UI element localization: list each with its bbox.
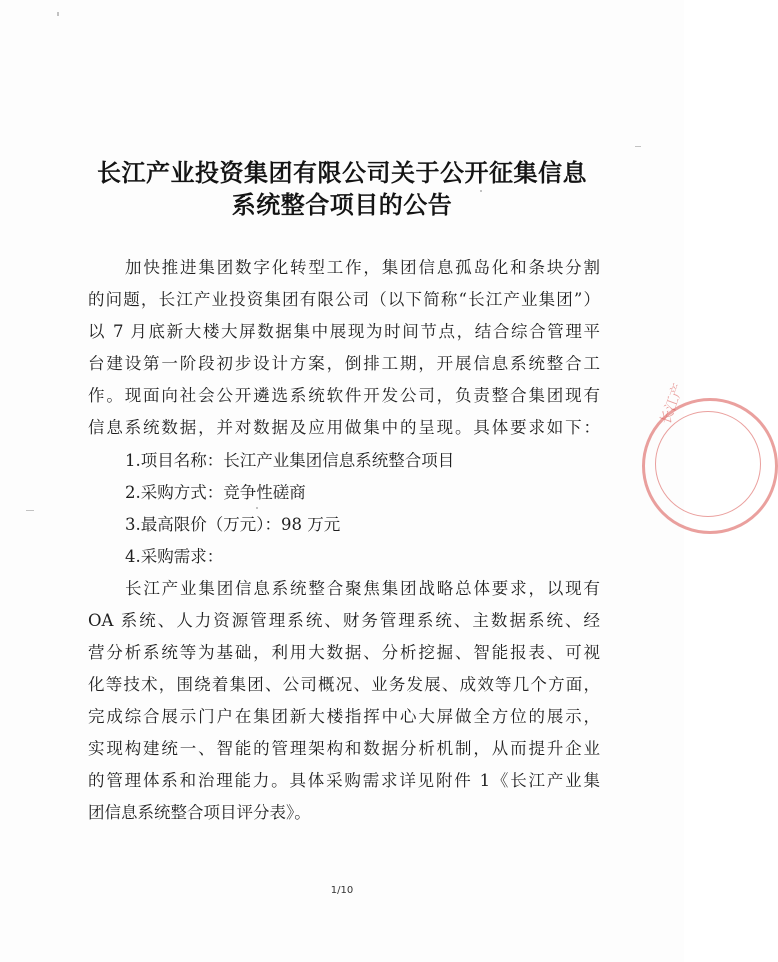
- paragraph-2-line-7: 的管理体系和治理能力。具体采购需求详见附件 1《长江产业集: [88, 771, 600, 790]
- paragraph-1-line-1: 加快推进集团数字化转型工作，集团信息孤岛化和条块分割: [125, 258, 600, 277]
- list-item-price-limit: 3.最高限价（万元）：98 万元: [125, 515, 341, 534]
- scan-speck: [256, 507, 258, 509]
- paragraph-1-line-6: 信息系统数据，并对数据及应用做集中的呈现。具体要求如下：: [88, 418, 600, 437]
- paragraph-2-line-2: OA 系统、人力资源管理系统、财务管理系统、主数据系统、经: [88, 611, 600, 630]
- paragraph-1-line-2: 的问题，长江产业投资集团有限公司（以下简称“长江产业集团”）: [88, 290, 600, 309]
- red-seal-text: 长江产: [657, 381, 688, 427]
- page-number: 1/10: [330, 885, 354, 896]
- document-title-line-2: 系统整合项目的公告: [231, 191, 453, 219]
- list-item-procurement-method: 2.采购方式：竞争性磋商: [125, 483, 306, 502]
- paragraph-2-line-4: 化等技术，围绕着集团、公司概况、业务发展、成效等几个方面，: [88, 675, 600, 694]
- paragraph-2-line-1: 长江产业集团信息系统整合聚焦集团战略总体要求，以现有: [125, 579, 600, 598]
- scan-speck: [26, 510, 34, 511]
- paragraph-2-line-6: 实现构建统一、智能的管理架构和数据分析机制，从而提升企业: [88, 739, 600, 758]
- paragraph-1-line-5: 作。现面向社会公开遴选系统软件开发公司，负责整合集团现有: [88, 386, 600, 405]
- scan-speck: [635, 146, 641, 147]
- document-title-line-1: 长江产业投资集团有限公司关于公开征集信息: [97, 159, 587, 187]
- scan-speck: [57, 12, 59, 16]
- paragraph-1-line-3: 以 7 月底新大楼大屏数据集中展现为时间节点，结合综合管理平: [88, 322, 600, 341]
- paragraph-2-line-8: 团信息系统整合项目评分表》。: [88, 803, 311, 822]
- paragraph-1-line-4: 台建设第一阶段初步设计方案，倒排工期，开展信息系统整合工: [88, 354, 600, 373]
- paragraph-2-line-5: 完成综合展示门户在集团新大楼指挥中心大屏做全方位的展示，: [88, 707, 600, 726]
- list-item-procurement-requirements: 4.采购需求：: [125, 547, 224, 566]
- red-seal-inner-ring: [655, 411, 761, 517]
- paragraph-2-line-3: 营分析系统等为基础，利用大数据、分析挖掘、智能报表、可视: [88, 643, 600, 662]
- list-item-project-name: 1.项目名称：长江产业集团信息系统整合项目: [125, 451, 455, 470]
